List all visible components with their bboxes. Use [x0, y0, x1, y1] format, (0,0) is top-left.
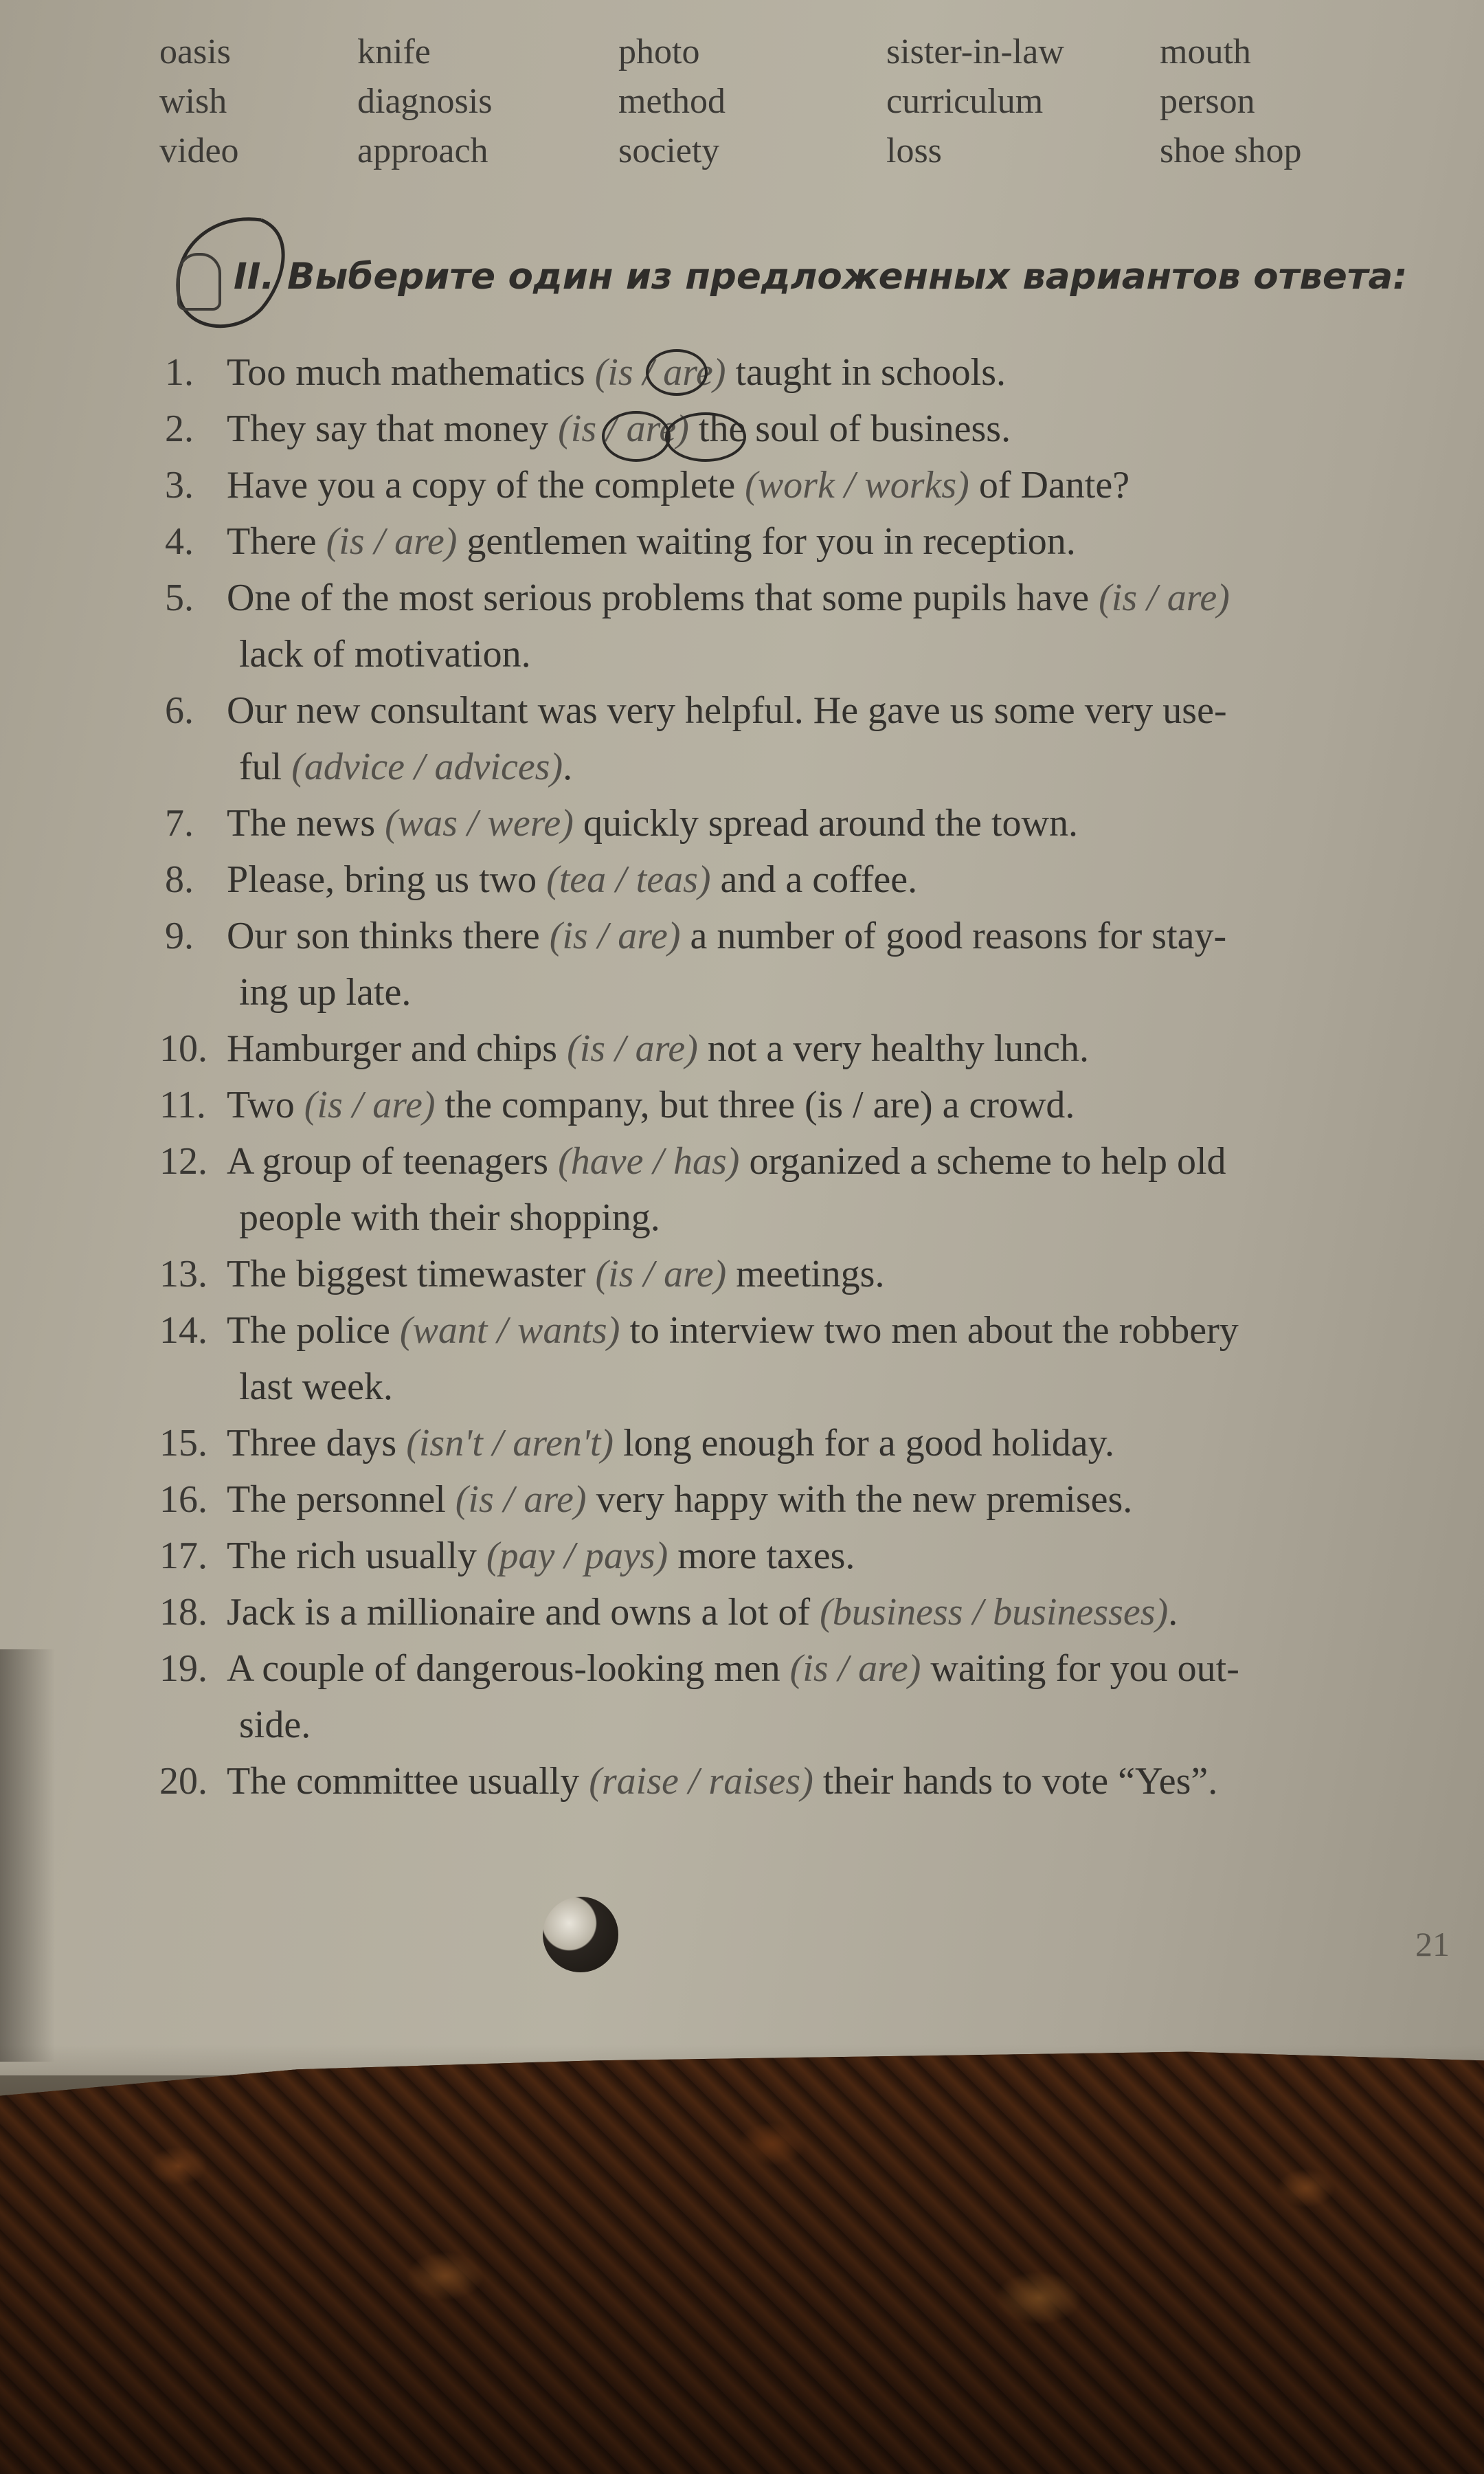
- sentence-text: long enough for a good holiday.: [614, 1422, 1114, 1464]
- pen-circle-answer-1: [646, 349, 708, 396]
- item-number: 4.: [165, 520, 194, 563]
- answer-options: (pay / pays): [486, 1535, 668, 1577]
- sentence-text: The committee usually: [227, 1760, 589, 1803]
- sentence-text: of Dante?: [969, 464, 1130, 506]
- sentence-text: A group of teenagers: [227, 1140, 559, 1183]
- sentence-text: One of the most serious problems that some pupils have: [227, 577, 1099, 619]
- item-number: 5.: [165, 577, 194, 619]
- answer-options: (is / are): [326, 520, 458, 563]
- item-line: [227, 914, 1226, 958]
- answer-options: (is / are): [455, 1478, 587, 1521]
- page-hole: [543, 1897, 618, 1972]
- sentence-text: The biggest timewaster: [227, 1253, 596, 1295]
- answer-options: (is / are): [567, 1027, 698, 1070]
- item-line: [227, 1759, 1217, 1803]
- item-number: 9.: [165, 915, 194, 957]
- sentence-text: gentlemen waiting for you in reception.: [457, 520, 1076, 563]
- answer-options: (work / works): [745, 464, 969, 506]
- answer-options: (was / were): [385, 802, 574, 845]
- item-number: 17.: [159, 1535, 207, 1577]
- answer-options: (is / are): [558, 408, 689, 450]
- vocab-word: person: [1160, 82, 1255, 121]
- item-number: 20.: [159, 1760, 207, 1803]
- vocab-word: knife: [357, 32, 431, 71]
- sentence-text: Too much mathematics: [227, 351, 595, 394]
- sentence-text: Two: [227, 1084, 304, 1126]
- item-number: 14.: [159, 1309, 207, 1352]
- sentence-text: There: [227, 520, 326, 563]
- vocab-word: oasis: [159, 32, 231, 71]
- vocab-word: mouth: [1160, 32, 1251, 71]
- sentence-text: A couple of dangerous-looking men: [227, 1647, 790, 1690]
- item-number: 16.: [159, 1478, 207, 1521]
- exercise-title: II. Выберите один из предложенных вариантов ответа:: [234, 256, 1408, 298]
- vocab-word: photo: [618, 32, 700, 71]
- page-number: 21: [1415, 1925, 1450, 1963]
- vocab-word: curriculum: [886, 82, 1044, 121]
- item-line: [227, 1647, 1239, 1691]
- answer-options: (is / are): [549, 915, 681, 957]
- item-line: [239, 1196, 660, 1240]
- item-number: 2.: [165, 408, 194, 450]
- item-number: 3.: [165, 464, 194, 506]
- answer-options: (business / businesses): [820, 1591, 1169, 1634]
- sentence-text: Hamburger and chips: [227, 1027, 567, 1070]
- sentence-text: Our son thinks there: [227, 915, 550, 957]
- item-line: [227, 520, 1076, 564]
- pen-circle-answer-2a: [602, 411, 671, 462]
- sentence-text: and a coffee.: [710, 858, 918, 901]
- sentence-text: quickly spread around the town.: [573, 802, 1078, 845]
- answer-options: (tea / teas): [546, 858, 711, 901]
- answer-options: (raise / raises): [589, 1760, 813, 1803]
- item-line: [239, 632, 531, 676]
- sentence-text: to interview two men about the robbery: [620, 1309, 1239, 1352]
- item-number: 15.: [159, 1422, 207, 1464]
- item-line: [227, 689, 1227, 733]
- sentence-text: meetings.: [726, 1253, 885, 1295]
- item-number: 7.: [165, 802, 194, 845]
- item-number: 12.: [159, 1140, 207, 1183]
- item-line: [227, 463, 1129, 507]
- sentence-text: side.: [239, 1704, 311, 1746]
- item-line: [239, 745, 572, 789]
- item-line: [227, 1421, 1114, 1465]
- item-number: 19.: [159, 1647, 207, 1690]
- vocab-word: method: [618, 82, 726, 121]
- carpet-shade: [0, 2034, 1484, 2474]
- item-line: [227, 1083, 1075, 1127]
- item-line: [227, 1139, 1226, 1183]
- sentence-text: Jack is a millionaire and owns a lot of: [227, 1591, 820, 1634]
- item-line: [227, 1308, 1239, 1352]
- vocab-word: wish: [159, 82, 227, 121]
- item-line: [239, 1365, 393, 1409]
- answer-options: (is / are): [304, 1084, 436, 1126]
- item-line: [239, 1703, 311, 1747]
- item-number: 8.: [165, 858, 194, 901]
- item-line: [227, 576, 1230, 620]
- answer-options: (want / wants): [399, 1309, 620, 1352]
- sentence-text: ing up late.: [239, 971, 412, 1014]
- answer-options: (have / has): [558, 1140, 740, 1183]
- item-line: [227, 1027, 1089, 1071]
- answer-options: (is / are): [1099, 577, 1230, 619]
- sentence-text: lack of motivation.: [239, 633, 531, 676]
- sentence-text: Our new consultant was very helpful. He gave us some very use-: [227, 689, 1227, 732]
- sentence-text: ful: [239, 746, 292, 788]
- item-number: 11.: [159, 1084, 206, 1126]
- item-line: [227, 1534, 855, 1578]
- vocab-word: diagnosis: [357, 82, 493, 121]
- item-line: [227, 801, 1078, 845]
- sentence-text: .: [1168, 1591, 1178, 1634]
- sentence-text: Please, bring us two: [227, 858, 547, 901]
- item-number: 10.: [159, 1027, 207, 1070]
- vocab-word: sister-in-law: [886, 32, 1064, 71]
- item-line: [227, 858, 917, 902]
- sentence-text: Have you a copy of the complete: [227, 464, 745, 506]
- item-line: [227, 1590, 1178, 1634]
- sentence-text: They say that money: [227, 408, 559, 450]
- sentence-text: the company, but three (is / are) a crowd.: [435, 1084, 1075, 1126]
- answer-options: (isn't / aren't): [406, 1422, 614, 1464]
- sentence-text: a number of good reasons for stay-: [680, 915, 1227, 957]
- sentence-text: last week.: [239, 1366, 393, 1408]
- vocab-word: shoe shop: [1160, 131, 1302, 170]
- vocab-word: approach: [357, 131, 488, 170]
- item-number: 13.: [159, 1253, 207, 1295]
- item-number: 18.: [159, 1591, 207, 1634]
- sentence-text: more taxes.: [668, 1535, 855, 1577]
- sentence-text: taught in schools.: [726, 351, 1007, 394]
- sentence-text: their hands to vote “Yes”.: [813, 1760, 1218, 1803]
- sentence-text: waiting for you out-: [921, 1647, 1239, 1690]
- sentence-text: the soul of business.: [688, 408, 1011, 450]
- sentence-text: .: [563, 746, 573, 788]
- item-line: [227, 350, 1006, 394]
- sentence-text: The news: [227, 802, 385, 845]
- sentence-text: The rich usually: [227, 1535, 486, 1577]
- item-line: [239, 970, 411, 1014]
- sentence-text: The personnel: [227, 1478, 456, 1521]
- pen-circle-answer-2b: [665, 412, 746, 462]
- sentence-text: Three days: [227, 1422, 407, 1464]
- item-line: [227, 1252, 884, 1296]
- answer-options: (is / are): [595, 1253, 727, 1295]
- sentence-text: not a very healthy lunch.: [697, 1027, 1090, 1070]
- item-number: 6.: [165, 689, 194, 732]
- vocab-word: society: [618, 131, 720, 170]
- sentence-text: very happy with the new premises.: [586, 1478, 1133, 1521]
- answer-options: (is / are): [594, 351, 726, 394]
- sentence-text: The police: [227, 1309, 400, 1352]
- sentence-text: people with their shopping.: [239, 1196, 660, 1239]
- sentence-text: organized a scheme to help old: [739, 1140, 1226, 1183]
- answer-options: (is / are): [789, 1647, 921, 1690]
- vocab-word: video: [159, 131, 239, 170]
- answer-options: (advice / advices): [291, 746, 563, 788]
- item-line: [227, 1478, 1132, 1522]
- item-number: 1.: [165, 351, 194, 394]
- vocab-word: loss: [886, 131, 942, 170]
